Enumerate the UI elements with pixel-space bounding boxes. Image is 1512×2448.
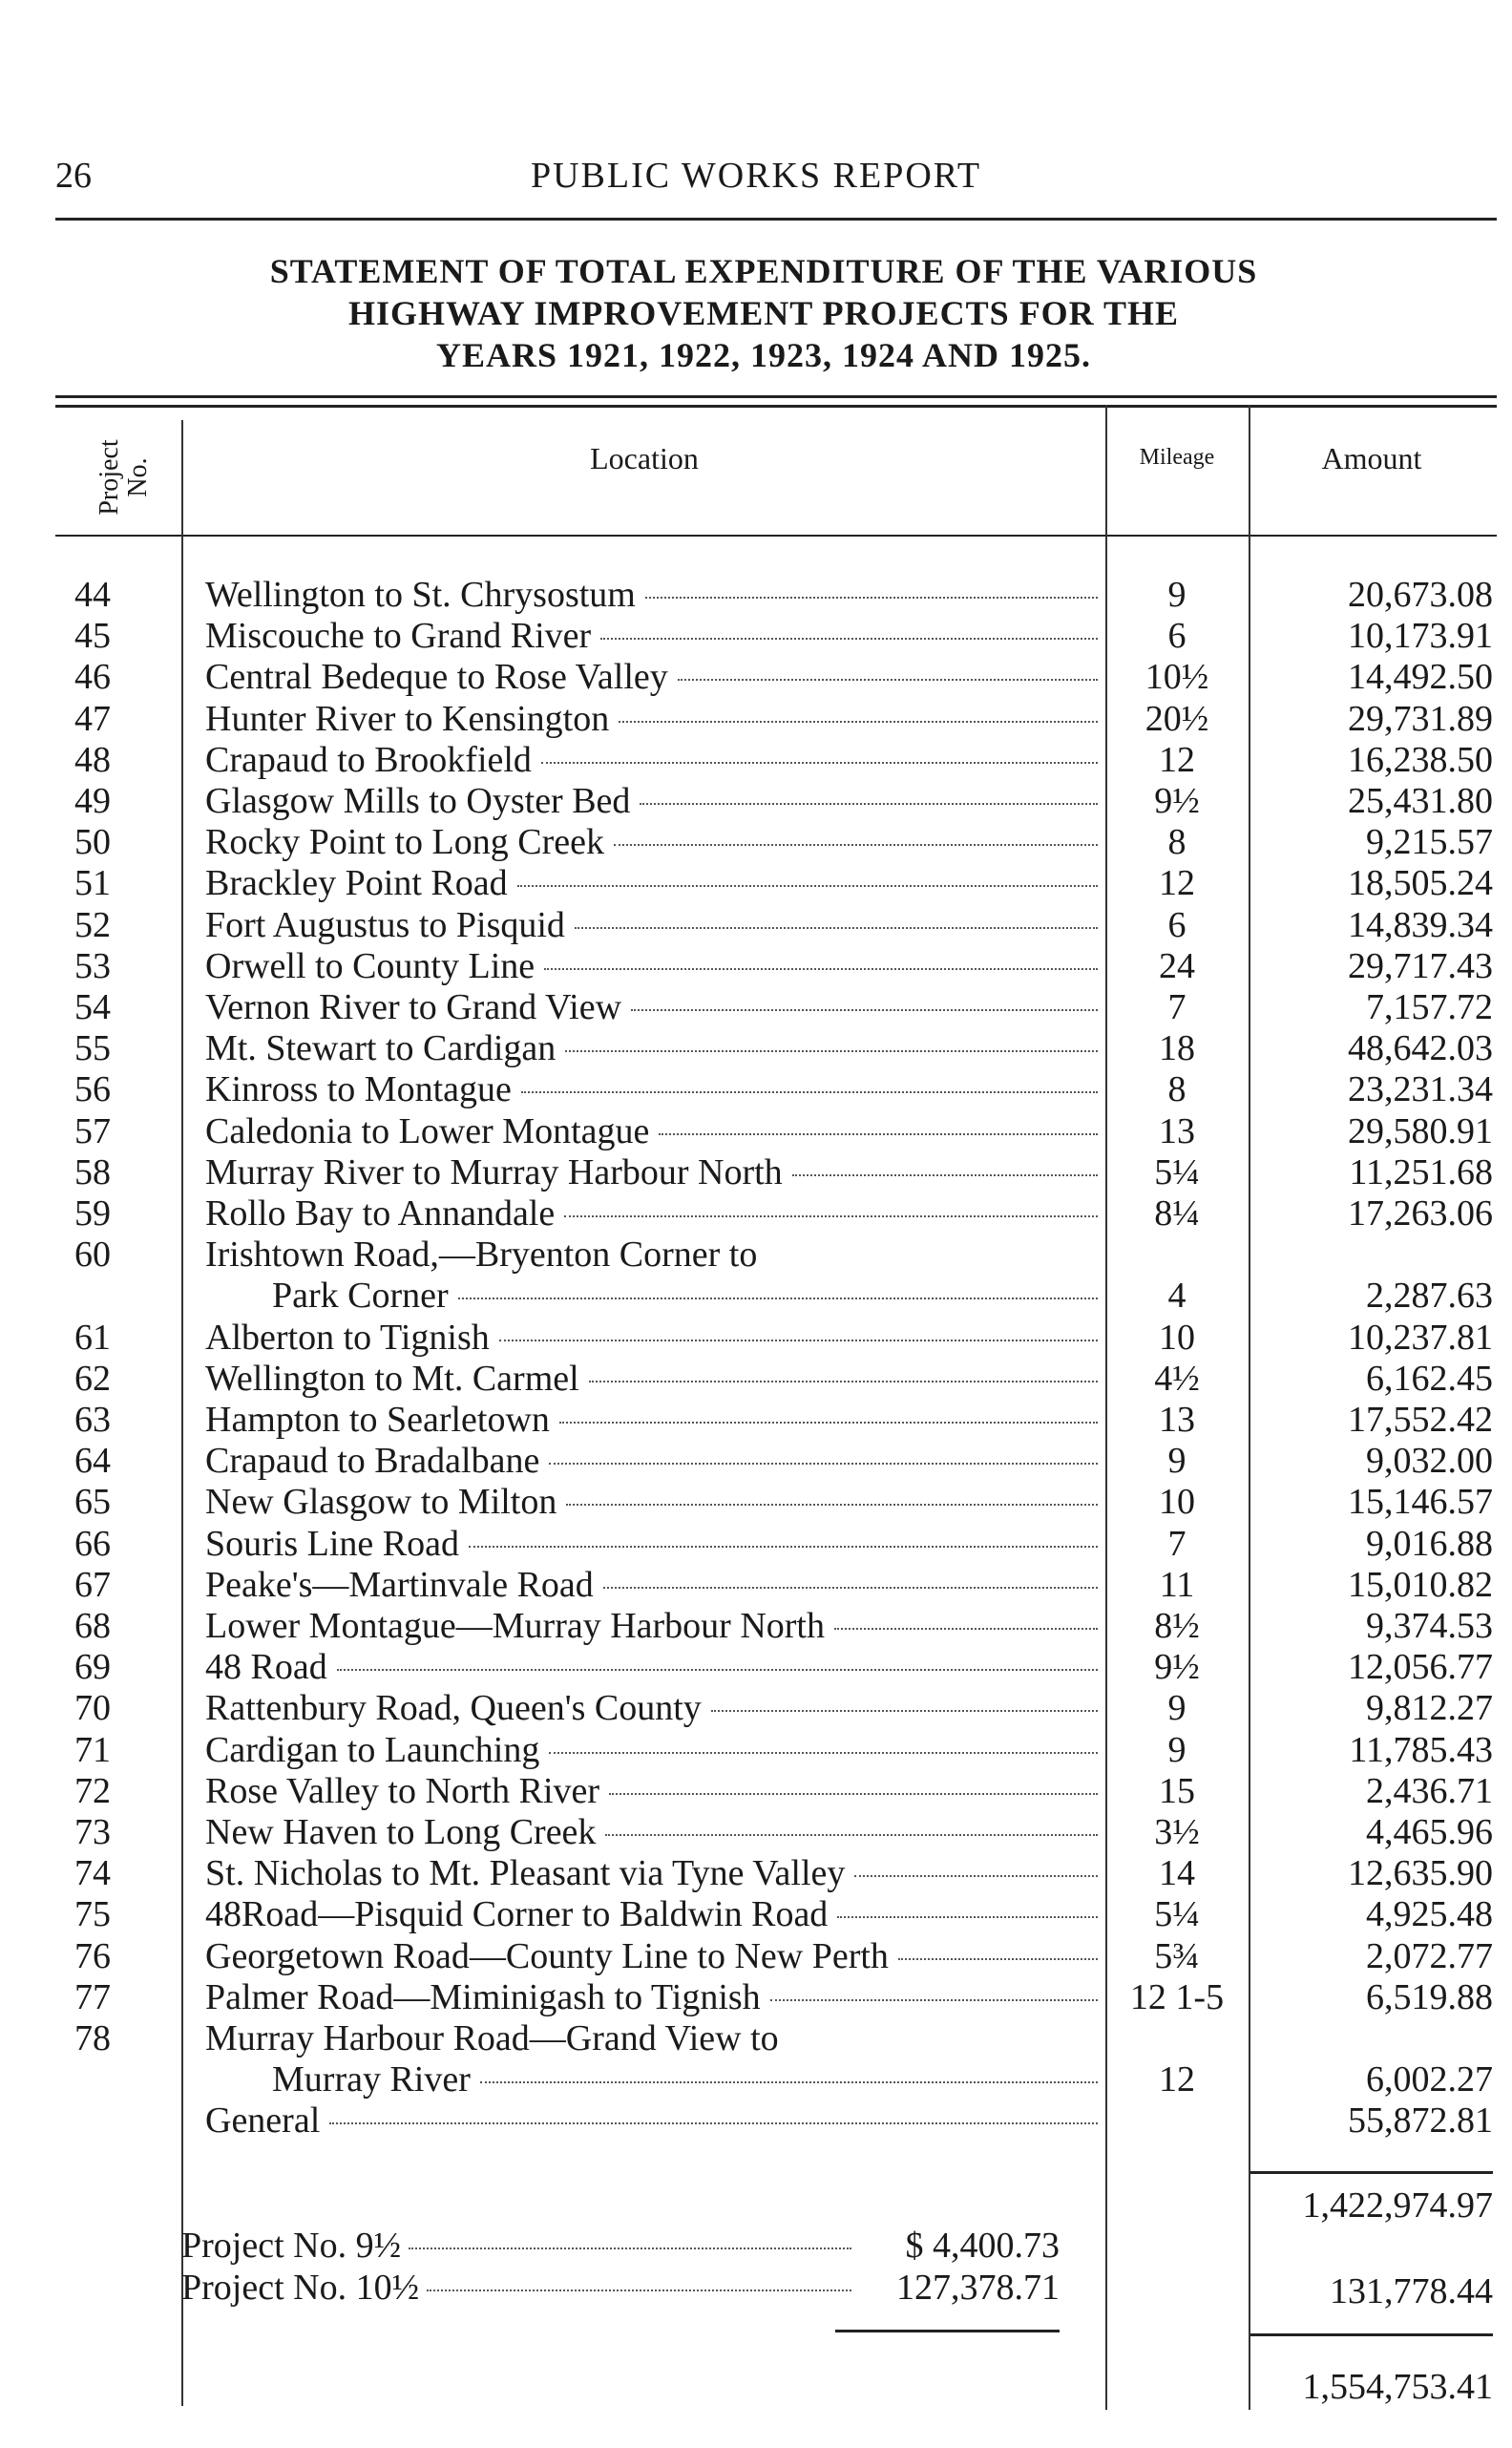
table-row bbox=[0, 1647, 1512, 1687]
table-top-rule-2 bbox=[55, 405, 1497, 408]
dot-leader bbox=[605, 1834, 1098, 1836]
location-text: 48 Road bbox=[205, 1647, 327, 1688]
table-row bbox=[0, 1069, 1512, 1109]
location-text: Wellington to St. Chrysostum bbox=[205, 575, 636, 615]
location-text: Crapaud to Brookfield bbox=[205, 739, 532, 780]
mileage-value: 8¼ bbox=[1154, 1193, 1200, 1234]
header-project-no bbox=[86, 420, 162, 535]
grand-total-amount: 1,554,753.41 bbox=[1302, 2367, 1493, 2407]
project-number: 48 bbox=[74, 739, 111, 780]
table-row bbox=[0, 1771, 1512, 1811]
location-cell bbox=[205, 1853, 1098, 1893]
location-text: Crapaud to Bradalbane bbox=[205, 1441, 540, 1482]
mileage-value: 7 bbox=[1167, 1523, 1186, 1564]
project-number: 52 bbox=[74, 904, 111, 945]
dot-leader bbox=[469, 1546, 1098, 1548]
dot-leader bbox=[544, 968, 1098, 970]
location-cell bbox=[205, 822, 1098, 862]
table-row bbox=[0, 740, 1512, 780]
table-row bbox=[0, 822, 1512, 862]
amount-value: 4,925.48 bbox=[1366, 1894, 1493, 1935]
mileage-value: 10½ bbox=[1144, 657, 1209, 698]
dot-leader bbox=[678, 679, 1098, 681]
amount-value: 2,287.63 bbox=[1366, 1276, 1493, 1317]
location-cell bbox=[205, 1193, 1098, 1234]
mileage-value: 12 bbox=[1159, 2059, 1195, 2100]
location-cell bbox=[205, 1235, 1098, 1275]
location-cell bbox=[205, 1441, 1098, 1481]
project-number: 51 bbox=[74, 863, 111, 904]
project-number: 45 bbox=[74, 616, 111, 657]
location-cell bbox=[205, 946, 1098, 986]
amount-value: 6,162.45 bbox=[1366, 1358, 1493, 1399]
location-cell bbox=[205, 987, 1098, 1027]
running-head: PUBLIC WORKS REPORT bbox=[530, 156, 982, 196]
mileage-value: 5¾ bbox=[1154, 1935, 1200, 1976]
location-text: Wellington to Mt. Carmel bbox=[205, 1358, 579, 1399]
location-text: Brackley Point Road bbox=[205, 863, 508, 904]
project-number: 58 bbox=[74, 1151, 111, 1192]
mileage-value: 20½ bbox=[1144, 698, 1209, 739]
dot-leader bbox=[517, 885, 1098, 887]
amount-value: 25,431.80 bbox=[1348, 781, 1493, 821]
project-number: 66 bbox=[74, 1523, 111, 1564]
dot-leader bbox=[619, 721, 1098, 723]
mileage-value: 4 bbox=[1167, 1276, 1186, 1317]
mileage-value: 4½ bbox=[1154, 1358, 1200, 1399]
location-text: Rose Valley to North River bbox=[205, 1770, 600, 1811]
dot-leader bbox=[566, 1504, 1098, 1506]
location-text: Orwell to County Line bbox=[205, 945, 536, 986]
subtotal-rule bbox=[1250, 2171, 1493, 2174]
location-cell bbox=[205, 699, 1098, 739]
dot-leader bbox=[541, 762, 1098, 764]
amount-value: 9,215.57 bbox=[1366, 822, 1493, 863]
header-mileage: Mileage bbox=[1139, 445, 1215, 470]
location-cell bbox=[205, 1028, 1098, 1068]
amount-value: 12,635.90 bbox=[1348, 1853, 1493, 1894]
table-row bbox=[0, 2018, 1512, 2058]
mileage-value: 18 bbox=[1159, 1028, 1195, 1069]
location-text: Hampton to Searletown bbox=[205, 1400, 550, 1440]
mileage-value: 6 bbox=[1167, 616, 1186, 657]
mileage-value: 5¼ bbox=[1154, 1894, 1200, 1935]
title-line-2: HIGHWAY IMPROVEMENT PROJECTS FOR THE bbox=[347, 294, 1180, 332]
amount-value: 2,072.77 bbox=[1366, 1935, 1493, 1976]
mileage-value: 11 bbox=[1159, 1564, 1195, 1605]
amount-value: 11,251.68 bbox=[1349, 1151, 1493, 1192]
location-text: Rocky Point to Long Creek bbox=[205, 822, 604, 863]
project-number: 49 bbox=[74, 781, 111, 821]
mileage-value: 14 bbox=[1159, 1853, 1195, 1894]
project-number: 60 bbox=[74, 1235, 111, 1276]
project-number: 74 bbox=[74, 1853, 111, 1894]
table-row bbox=[0, 1028, 1512, 1068]
location-text: Central Bedeque to Rose Valley bbox=[205, 657, 668, 698]
table-top-rule bbox=[55, 395, 1497, 398]
amount-value: 16,238.50 bbox=[1348, 739, 1493, 780]
amount-value: 17,552.42 bbox=[1348, 1400, 1493, 1440]
table-row bbox=[0, 699, 1512, 739]
amount-value: 15,146.57 bbox=[1348, 1482, 1493, 1523]
table-row bbox=[0, 1111, 1512, 1151]
project-number: 70 bbox=[74, 1688, 111, 1729]
project-number: 63 bbox=[74, 1400, 111, 1440]
table-row bbox=[0, 1894, 1512, 1934]
location-text: Souris Line Road bbox=[205, 1523, 459, 1564]
location-cell bbox=[205, 1400, 1098, 1440]
title-line-3: YEARS 1921, 1922, 1923, 1924 AND 1925. bbox=[435, 336, 1092, 374]
table-row bbox=[0, 1730, 1512, 1770]
location-cell bbox=[205, 1359, 1098, 1399]
dot-leader bbox=[427, 2290, 851, 2291]
mileage-value: 10 bbox=[1159, 1317, 1195, 1358]
extra-project-row bbox=[181, 2267, 1060, 2309]
amount-value: 14,839.34 bbox=[1348, 904, 1493, 945]
table-row bbox=[0, 1977, 1512, 2017]
mileage-value: 13 bbox=[1159, 1110, 1195, 1151]
dot-leader bbox=[603, 1587, 1098, 1589]
location-cell bbox=[205, 1111, 1098, 1151]
location-text: Fort Augustus to Pisquid bbox=[205, 904, 565, 945]
dot-leader bbox=[609, 1793, 1098, 1795]
location-cell bbox=[205, 1730, 1098, 1770]
location-text: Murray River bbox=[272, 2059, 471, 2100]
mileage-value: 5¼ bbox=[1154, 1151, 1200, 1192]
header-location: Location bbox=[590, 441, 699, 475]
table-row bbox=[0, 1853, 1512, 1893]
location-cell bbox=[205, 1606, 1098, 1646]
project-number: 55 bbox=[74, 1028, 111, 1069]
dot-leader bbox=[792, 1174, 1098, 1176]
extra-project-label: Project No. 9½ bbox=[181, 2226, 402, 2266]
table-row bbox=[0, 1441, 1512, 1481]
location-text: Park Corner bbox=[272, 1276, 449, 1317]
amount-value: 55,872.81 bbox=[1348, 2100, 1493, 2142]
location-text: Murray River to Murray Harbour North bbox=[205, 1151, 783, 1192]
amount-value: 9,812.27 bbox=[1366, 1688, 1493, 1729]
location-text: 48Road—Pisquid Corner to Baldwin Road bbox=[205, 1894, 829, 1935]
table-row bbox=[0, 2059, 1512, 2100]
amount-value: 29,717.43 bbox=[1348, 945, 1493, 986]
table-row bbox=[0, 657, 1512, 697]
mileage-value: 6 bbox=[1167, 904, 1186, 945]
table-row bbox=[0, 1482, 1512, 1522]
table-row bbox=[0, 1193, 1512, 1234]
table-row bbox=[0, 1524, 1512, 1564]
table-row bbox=[0, 1565, 1512, 1605]
dot-leader bbox=[837, 1916, 1098, 1918]
amount-value: 9,016.88 bbox=[1366, 1523, 1493, 1564]
table-row bbox=[0, 1359, 1512, 1399]
project-number: 47 bbox=[74, 698, 111, 739]
mileage-value: 9½ bbox=[1154, 781, 1200, 821]
location-cell bbox=[205, 1482, 1098, 1522]
location-cell bbox=[205, 616, 1098, 656]
mileage-value: 8½ bbox=[1154, 1606, 1200, 1646]
location-cell bbox=[205, 1977, 1098, 2017]
dot-leader bbox=[770, 1999, 1098, 2001]
dot-leader bbox=[640, 803, 1098, 805]
mileage-value: 10 bbox=[1159, 1482, 1195, 1523]
table-row bbox=[0, 1152, 1512, 1192]
location-cell bbox=[205, 1276, 1098, 1316]
amount-value: 11,785.43 bbox=[1349, 1729, 1493, 1770]
amount-value: 10,173.91 bbox=[1348, 616, 1493, 657]
dot-leader bbox=[600, 638, 1098, 640]
mileage-value: 7 bbox=[1167, 987, 1186, 1027]
amount-value: 29,731.89 bbox=[1348, 698, 1493, 739]
dot-leader bbox=[409, 2248, 851, 2249]
mileage-value: 9 bbox=[1167, 1688, 1186, 1729]
mileage-value: 13 bbox=[1159, 1400, 1195, 1440]
amount-value: 18,505.24 bbox=[1348, 863, 1493, 904]
location-text: Irishtown Road,—Bryenton Corner to bbox=[205, 1235, 758, 1276]
page-number: 26 bbox=[55, 156, 92, 196]
amount-value: 6,002.27 bbox=[1366, 2059, 1493, 2100]
amount-value: 10,237.81 bbox=[1348, 1317, 1493, 1358]
location-text: General bbox=[205, 2100, 321, 2142]
location-cell bbox=[205, 1771, 1098, 1811]
amount-value: 9,032.00 bbox=[1366, 1441, 1493, 1482]
mileage-value: 9½ bbox=[1154, 1647, 1200, 1688]
extra-project-amount: 127,378.71 bbox=[896, 2268, 1060, 2308]
dot-leader bbox=[614, 844, 1098, 846]
project-number: 78 bbox=[74, 2018, 111, 2058]
amount-value: 23,231.34 bbox=[1348, 1069, 1493, 1110]
location-cell bbox=[205, 1565, 1098, 1605]
extra-project-amount: $ 4,400.73 bbox=[905, 2226, 1060, 2266]
table-row bbox=[0, 1936, 1512, 1976]
dot-leader bbox=[659, 1133, 1098, 1135]
location-text: Cardigan to Launching bbox=[205, 1729, 540, 1770]
mileage-value: 12 bbox=[1159, 739, 1195, 780]
dot-leader bbox=[589, 1381, 1098, 1382]
amount-value: 29,580.91 bbox=[1348, 1110, 1493, 1151]
project-number: 62 bbox=[74, 1358, 111, 1399]
amount-value: 15,010.82 bbox=[1348, 1564, 1493, 1605]
header-project: Project bbox=[94, 439, 124, 516]
dot-leader bbox=[711, 1710, 1098, 1712]
amount-value: 20,673.08 bbox=[1348, 575, 1493, 615]
subtotal-amount: 1,422,974.97 bbox=[1302, 2185, 1493, 2226]
project-number: 67 bbox=[74, 1564, 111, 1605]
project-number: 68 bbox=[74, 1606, 111, 1646]
table-row bbox=[0, 1318, 1512, 1358]
location-text: Vernon River to Grand View bbox=[205, 987, 622, 1027]
extras-sum-rule bbox=[835, 2330, 1060, 2332]
extra-project-row bbox=[181, 2225, 1060, 2267]
table-row bbox=[0, 905, 1512, 945]
location-text: New Haven to Long Creek bbox=[205, 1812, 597, 1852]
mileage-value: 9 bbox=[1167, 1441, 1186, 1482]
location-cell bbox=[205, 781, 1098, 821]
location-cell bbox=[205, 1524, 1098, 1564]
dot-leader bbox=[337, 1669, 1098, 1671]
table-row bbox=[0, 863, 1512, 903]
header-no: No. bbox=[123, 457, 153, 497]
table-row bbox=[0, 946, 1512, 986]
location-cell bbox=[205, 575, 1098, 615]
amount-value: 48,642.03 bbox=[1348, 1028, 1493, 1069]
location-text: Georgetown Road—County Line to New Perth bbox=[205, 1935, 889, 1976]
project-number: 54 bbox=[74, 987, 111, 1027]
mileage-value: 8 bbox=[1167, 1069, 1186, 1110]
location-text: Caledonia to Lower Montague bbox=[205, 1110, 650, 1151]
location-cell bbox=[205, 2018, 1098, 2058]
dot-leader bbox=[565, 1050, 1098, 1052]
location-text: Alberton to Tignish bbox=[205, 1317, 490, 1358]
amount-value: 4,465.96 bbox=[1366, 1812, 1493, 1852]
location-text: St. Nicholas to Mt. Pleasant via Tyne Valley bbox=[205, 1853, 846, 1894]
amount-value: 12,056.77 bbox=[1348, 1647, 1493, 1688]
project-number: 65 bbox=[74, 1482, 111, 1523]
amount-value: 9,374.53 bbox=[1366, 1606, 1493, 1646]
location-cell bbox=[205, 2059, 1098, 2100]
location-text: Miscouche to Grand River bbox=[205, 616, 592, 657]
project-number: 73 bbox=[74, 1812, 111, 1852]
extra-project-label: Project No. 10½ bbox=[181, 2268, 420, 2308]
location-cell bbox=[205, 1152, 1098, 1192]
location-cell bbox=[205, 1812, 1098, 1852]
location-cell bbox=[205, 657, 1098, 697]
table-row bbox=[0, 987, 1512, 1027]
mileage-value: 9 bbox=[1167, 575, 1186, 615]
project-number: 69 bbox=[74, 1647, 111, 1688]
location-text: Murray Harbour Road—Grand View to bbox=[205, 2018, 779, 2058]
table-row bbox=[0, 781, 1512, 821]
amount-value: 6,519.88 bbox=[1366, 1976, 1493, 2017]
mileage-value: 9 bbox=[1167, 1729, 1186, 1770]
location-cell bbox=[205, 1069, 1098, 1109]
dot-leader bbox=[854, 1875, 1098, 1877]
dot-leader bbox=[549, 1463, 1098, 1465]
amount-value: 14,492.50 bbox=[1348, 657, 1493, 698]
header-bottom-rule bbox=[55, 535, 1497, 537]
project-number: 59 bbox=[74, 1193, 111, 1234]
project-number: 56 bbox=[74, 1069, 111, 1110]
statement-title bbox=[95, 250, 1432, 376]
table-row bbox=[0, 575, 1512, 615]
project-number: 46 bbox=[74, 657, 111, 698]
table-row bbox=[0, 616, 1512, 656]
project-number: 50 bbox=[74, 822, 111, 863]
dot-leader bbox=[329, 2122, 1098, 2124]
table-row bbox=[0, 1606, 1512, 1646]
location-cell bbox=[205, 863, 1098, 903]
dot-leader bbox=[564, 1215, 1098, 1217]
table-row bbox=[0, 1688, 1512, 1728]
dot-leader bbox=[645, 597, 1098, 599]
dot-leader bbox=[480, 2081, 1098, 2083]
location-text: Lower Montague—Murray Harbour North bbox=[205, 1606, 825, 1646]
location-cell bbox=[205, 1647, 1098, 1687]
project-number: 53 bbox=[74, 945, 111, 986]
project-number: 61 bbox=[74, 1317, 111, 1358]
mileage-value: 8 bbox=[1167, 822, 1186, 863]
table-row bbox=[0, 1812, 1512, 1852]
dot-leader bbox=[458, 1298, 1098, 1299]
dot-leader bbox=[559, 1422, 1098, 1424]
location-text: New Glasgow to Milton bbox=[205, 1482, 557, 1523]
location-text: Hunter River to Kensington bbox=[205, 698, 610, 739]
grand-total-rule bbox=[1250, 2333, 1493, 2336]
mileage-value: 3½ bbox=[1154, 1812, 1200, 1852]
amount-value: 2,436.71 bbox=[1366, 1770, 1493, 1811]
location-text: Rollo Bay to Annandale bbox=[205, 1193, 556, 1234]
dot-leader bbox=[521, 1091, 1098, 1093]
location-text: Palmer Road—Miminigash to Tignish bbox=[205, 1976, 761, 2017]
project-number: 57 bbox=[74, 1110, 111, 1151]
location-text: Glasgow Mills to Oyster Bed bbox=[205, 781, 631, 821]
head-rule bbox=[55, 218, 1497, 221]
location-cell bbox=[205, 2100, 1098, 2141]
mileage-value: 15 bbox=[1159, 1770, 1195, 1811]
project-number: 44 bbox=[74, 575, 111, 615]
location-cell bbox=[205, 740, 1098, 780]
project-number: 72 bbox=[74, 1770, 111, 1811]
location-cell bbox=[205, 905, 1098, 945]
mileage-value: 24 bbox=[1159, 945, 1195, 986]
title-line-1: STATEMENT OF TOTAL EXPENDITURE OF THE VARIOUS bbox=[269, 252, 1258, 290]
project-number: 76 bbox=[74, 1935, 111, 1976]
amount-value: 7,157.72 bbox=[1366, 987, 1493, 1027]
table-row bbox=[0, 1235, 1512, 1275]
header-amount: Amount bbox=[1321, 441, 1422, 475]
mileage-value: 12 bbox=[1159, 863, 1195, 904]
amount-value: 17,263.06 bbox=[1348, 1193, 1493, 1234]
location-text: Mt. Stewart to Cardigan bbox=[205, 1028, 556, 1069]
project-number: 64 bbox=[74, 1441, 111, 1482]
mileage-value: 12 1-5 bbox=[1129, 1976, 1225, 2017]
project-number: 75 bbox=[74, 1894, 111, 1935]
location-cell bbox=[205, 1936, 1098, 1976]
location-cell bbox=[205, 1688, 1098, 1728]
project-number: 77 bbox=[74, 1976, 111, 2017]
dot-leader bbox=[499, 1340, 1098, 1341]
location-text: Kinross to Montague bbox=[205, 1069, 512, 1110]
location-text: Peake's—Martinvale Road bbox=[205, 1564, 594, 1605]
location-cell bbox=[205, 1894, 1098, 1934]
dot-leader bbox=[898, 1958, 1098, 1960]
location-text: Rattenbury Road, Queen's County bbox=[205, 1688, 702, 1729]
table-row bbox=[0, 1400, 1512, 1440]
project-number: 71 bbox=[74, 1729, 111, 1770]
table-row bbox=[0, 1276, 1512, 1316]
dot-leader bbox=[631, 1009, 1098, 1011]
extra-total-amount: 131,778.44 bbox=[1330, 2271, 1493, 2311]
table-row bbox=[0, 2100, 1512, 2141]
dot-leader bbox=[575, 927, 1098, 929]
dot-leader bbox=[549, 1752, 1098, 1754]
dot-leader bbox=[834, 1628, 1098, 1630]
location-cell bbox=[205, 1318, 1098, 1358]
